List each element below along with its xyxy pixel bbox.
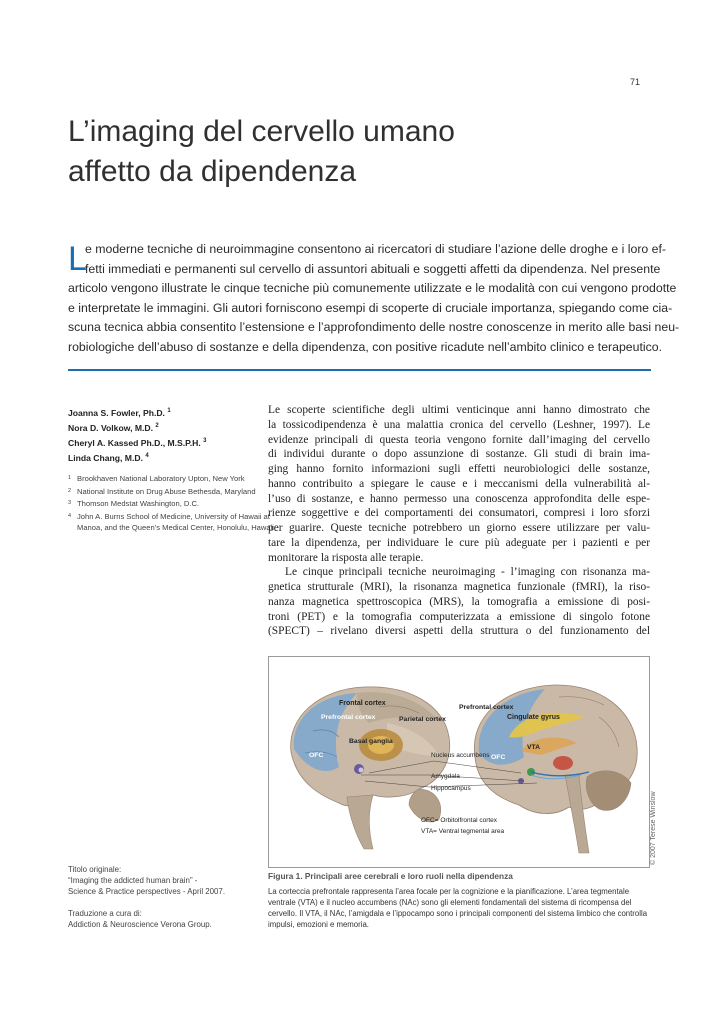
label-basal-ganglia: Basal ganglia xyxy=(349,738,393,745)
original-label: Titolo originale: xyxy=(68,865,122,874)
brain-illustration xyxy=(269,657,649,867)
author: Nora D. Volkow, M.D. $^2$ xyxy=(68,422,159,433)
translation-label: Traduzione a cura di: xyxy=(68,909,142,918)
body-line: l’uso di sostanze, e hanno permesso una conoscenza approfondita delle espe- xyxy=(268,492,650,505)
author: Linda Chang, M.D. $^4$ xyxy=(68,453,149,464)
body-line: gnetica strutturale (MRI), la risonanza magnetica funzionale (fMRI), la riso- xyxy=(268,581,650,593)
legend-ofc: OFC= Orbitolfrontal cortex xyxy=(421,817,498,824)
figure-credit: © 2007 Terese Winslow xyxy=(650,791,657,865)
body-line: troni (PET) e la tomografia computerizzata a emissione di singolo fotone xyxy=(268,610,650,623)
caption-text: La corteccia prefrontale rappresenta l’area focale per la cognizione e la pianificazione. L’area tegmentale ventrale (VTA) e il nucleo accumbens (NAc) sono gli elementi fondamentali del sistema di ricompensa del cervello. Il VTA, il NAc, l’amigdala e l’ippocampo sono i principali componenti del sistema limbico che controlla impulsi, emozioni e memoria. xyxy=(268,887,648,929)
affiliation: 1 Brookhaven National Laboratory Upton, New York xyxy=(68,474,245,483)
label-ofc: OFC xyxy=(309,752,324,759)
affiliation: 3 Thomson Medstat Washington, D.C. xyxy=(68,499,200,509)
translation-by: Addiction & Neuroscience Verona Group. xyxy=(68,920,212,929)
abstract-line: articolo vengono illustrate le cinque tecniche più comunemente utilizzate e le modalità con cui vengono prodotte xyxy=(68,281,677,296)
label-prefrontal-cortex: Prefrontal cortex xyxy=(321,714,376,721)
body-line: tare la dipendenza, per individuare le cure più adeguate per i pazienti e per xyxy=(268,536,650,549)
body-line: ging hanno fornito informazioni sugli effetti neurobiologici delle sostanze, xyxy=(268,463,650,475)
article-title xyxy=(68,112,628,192)
body-line: hanno contribuito a spiegare le cause e i meccanismi della vulnerabilità al- xyxy=(268,477,650,490)
abstract xyxy=(68,240,680,358)
body-line: per guarire. Queste tecniche potrebbero un giorno essere utilizzare per valu- xyxy=(268,522,650,534)
label-amygdala: Amygdala xyxy=(431,773,460,780)
label-vta: VTA xyxy=(527,744,541,751)
label-cingulate-gyrus: Cingulate gyrus xyxy=(507,714,560,721)
section-divider xyxy=(68,369,651,371)
body-line: evidenze principali di questa teoria vengono fornite dall’imaging del cervello xyxy=(268,433,650,446)
abstract-line: fetti immediati e permanenti sul cervello di assuntori abituali e soggetti affetti da dipendenza. Nel presente xyxy=(85,261,661,276)
title-line-1: L’imaging del cervello umano xyxy=(68,115,455,148)
body-line: nanza magnetica spettroscopica (MRS), la tomografia a emissione di posi- xyxy=(268,595,650,608)
author-list xyxy=(68,405,258,465)
abstract-line: e moderne tecniche di neuroimmagine consentono ai ricercatori di studiare l’azione delle droghe e i loro ef- xyxy=(85,242,667,256)
body-line: la tossicodipendenza è una malattia cronica del cervello (Leshner, 1997). Le xyxy=(268,418,650,431)
body-line: Le scoperte scientifiche degli ultimi venticinque anni hanno dimostrato che xyxy=(268,404,650,416)
caption-title: Figura 1. Principali aree cerebrali e loro ruoli nella dipendenza xyxy=(268,871,513,881)
abstract-line: robiologiche dell’abuso di sostanze e della dipendenza, con positive ricadute nell’ambito clinico e terapeutico. xyxy=(68,339,663,354)
body-line: monitorare la risposta alle terapie. xyxy=(268,551,424,564)
original-source: Science & Practice perspectives - April 2007. xyxy=(68,887,226,896)
body-line: (SPECT) – rivelano diversi aspetti della struttura o del funzionamento del xyxy=(268,625,650,638)
author: Joanna S. Fowler, Ph.D. $^1$ xyxy=(68,407,171,418)
label-parietal-cortex: Parietal cortex xyxy=(399,716,446,723)
label-hippocampus: Hippocampus xyxy=(431,785,471,792)
label-frontal-cortex: Frontal cortex xyxy=(339,700,386,707)
affiliation: 4 John A. Burns School of Medicine, University of Hawaii at Manoa, and the Queen’s Medical Center, Honolulu, Hawaii xyxy=(68,512,274,532)
body-line: di individui durante o dopo assunzione di sostanze. Gli studi di brain ima- xyxy=(268,448,650,461)
affiliation: 2 National Institute on Drug Abuse Bethesda, Maryland xyxy=(68,486,256,496)
body-line: rienze soggettive e dei comportamenti dei consumatori, compresi i loro sforzi xyxy=(268,507,650,520)
original-title-note xyxy=(68,864,268,930)
title-line-2: affetto da dipendenza xyxy=(68,155,357,188)
page-number: 71 xyxy=(630,77,641,87)
body-line: Le cinque principali tecniche neuroimaging - l’imaging con risonanza ma- xyxy=(285,566,650,579)
label-prefrontal-cortex-right: Prefrontal cortex xyxy=(459,704,514,711)
brain-figure xyxy=(268,656,650,868)
abstract-line: scuna tecnica abbia consentito l’estensione e l’approfondimento delle nostre conoscenze in merito alle basi neu- xyxy=(68,320,680,335)
label-ofc-right: OFC xyxy=(491,754,506,761)
original-title: “Imaging the addicted human brain” - xyxy=(68,876,198,885)
figure-caption xyxy=(268,871,650,930)
drop-cap: L xyxy=(68,240,87,278)
label-nucleus-accumbens: Nucleus accumbens xyxy=(431,752,490,759)
legend-vta: VTA= Ventral tegmental area xyxy=(421,828,505,835)
body-text xyxy=(268,403,650,639)
abstract-line: e interpretate le immagini. Gli autori forniscono esempi di scoperte di cruciale importanza, spiegando come cia- xyxy=(68,300,673,315)
author: Cheryl A. Kassed Ph.D., M.S.P.H. $^3$ xyxy=(68,437,207,448)
affiliation-list xyxy=(68,474,278,536)
